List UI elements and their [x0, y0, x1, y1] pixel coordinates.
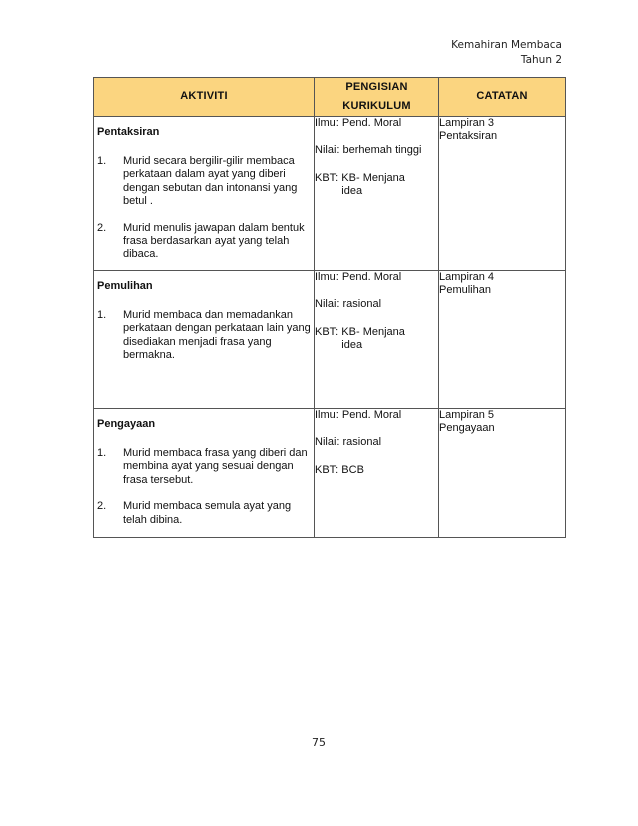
header-aktiviti: AKTIVITI	[94, 78, 315, 117]
section-title: Pentaksiran	[97, 126, 160, 138]
nilai-line: Nilai: rasional	[315, 298, 382, 311]
item-number: 2.	[97, 221, 107, 234]
running-header-subject: Kemahiran Membaca	[451, 39, 562, 51]
item-text: Murid secara bergilir-gilir membaca perkataan dalam ayat yang diberi dengan sebutan dan intonansi yang betul .	[123, 155, 298, 208]
kbt-line	[315, 326, 438, 353]
header-pengisian-kurikulum	[315, 78, 439, 117]
catatan-cell	[439, 409, 566, 538]
item-number: 1.	[97, 447, 107, 459]
ilmu-line: Ilmu: Pend. Moral	[315, 409, 402, 421]
ilmu-line: Ilmu: Pend. Moral	[315, 117, 402, 129]
kbt-value: KB- Menjana idea	[341, 171, 405, 198]
kurikulum-cell	[315, 117, 439, 271]
table-header-row	[94, 78, 566, 117]
lesson-activity-table	[93, 77, 566, 538]
catatan-cell	[439, 271, 566, 409]
catatan-lampiran: Lampiran 5	[439, 409, 495, 421]
kbt-value: BCB	[341, 463, 364, 476]
table-row	[94, 409, 566, 538]
list-item	[97, 500, 314, 527]
list-item	[97, 155, 314, 209]
aktiviti-cell	[94, 409, 315, 538]
kurikulum-cell	[315, 409, 439, 538]
kbt-label: KBT:	[315, 171, 342, 184]
kbt-line	[315, 172, 438, 199]
kbt-label: KBT:	[315, 325, 342, 338]
aktiviti-cell	[94, 271, 315, 409]
aktiviti-cell	[94, 117, 315, 271]
kbt-line	[315, 464, 438, 477]
running-header-year: Tahun 2	[520, 54, 562, 66]
catatan-lampiran: Lampiran 3	[439, 117, 495, 129]
kbt-label: KBT:	[315, 463, 342, 476]
kurikulum-cell	[315, 271, 439, 409]
item-text: Murid menulis jawapan dalam bentuk frasa berdasarkan ayat yang telah dibaca.	[123, 221, 305, 261]
item-text: Murid membaca frasa yang diberi dan membina ayat yang sesuai dengan frasa tersebut.	[123, 447, 308, 486]
nilai-line: Nilai: rasional	[315, 436, 382, 449]
header-kurikulum: KURIKULUM	[342, 99, 411, 112]
item-text: Murid membaca dan memadankan perkataan dengan perkataan lain yang disediakan menjadi frasa yang bermakna.	[123, 309, 311, 362]
page-number: 75	[312, 736, 326, 749]
catatan-label: Pemulihan	[439, 284, 491, 297]
catatan-label: Pentaksiran	[439, 130, 498, 143]
running-header	[451, 38, 562, 68]
header-pengisian: PENGISIAN	[345, 81, 408, 94]
ilmu-line: Ilmu: Pend. Moral	[315, 271, 402, 283]
section-title: Pengayaan	[97, 418, 156, 430]
table-row	[94, 117, 566, 271]
catatan-label: Pengayaan	[439, 422, 495, 435]
item-number: 1.	[97, 155, 107, 167]
item-text: Murid membaca semula ayat yang telah dibina.	[123, 500, 292, 526]
item-number: 2.	[97, 500, 107, 513]
catatan-cell	[439, 117, 566, 271]
kbt-value: KB- Menjana idea	[341, 325, 405, 352]
table-row	[94, 271, 566, 409]
list-item	[97, 447, 314, 487]
section-title: Pemulihan	[97, 280, 153, 292]
nilai-line: Nilai: berhemah tinggi	[315, 144, 422, 157]
catatan-lampiran: Lampiran 4	[439, 271, 495, 283]
item-number: 1.	[97, 309, 107, 321]
header-catatan: CATATAN	[439, 78, 566, 117]
list-item	[97, 309, 314, 363]
list-item	[97, 222, 314, 262]
